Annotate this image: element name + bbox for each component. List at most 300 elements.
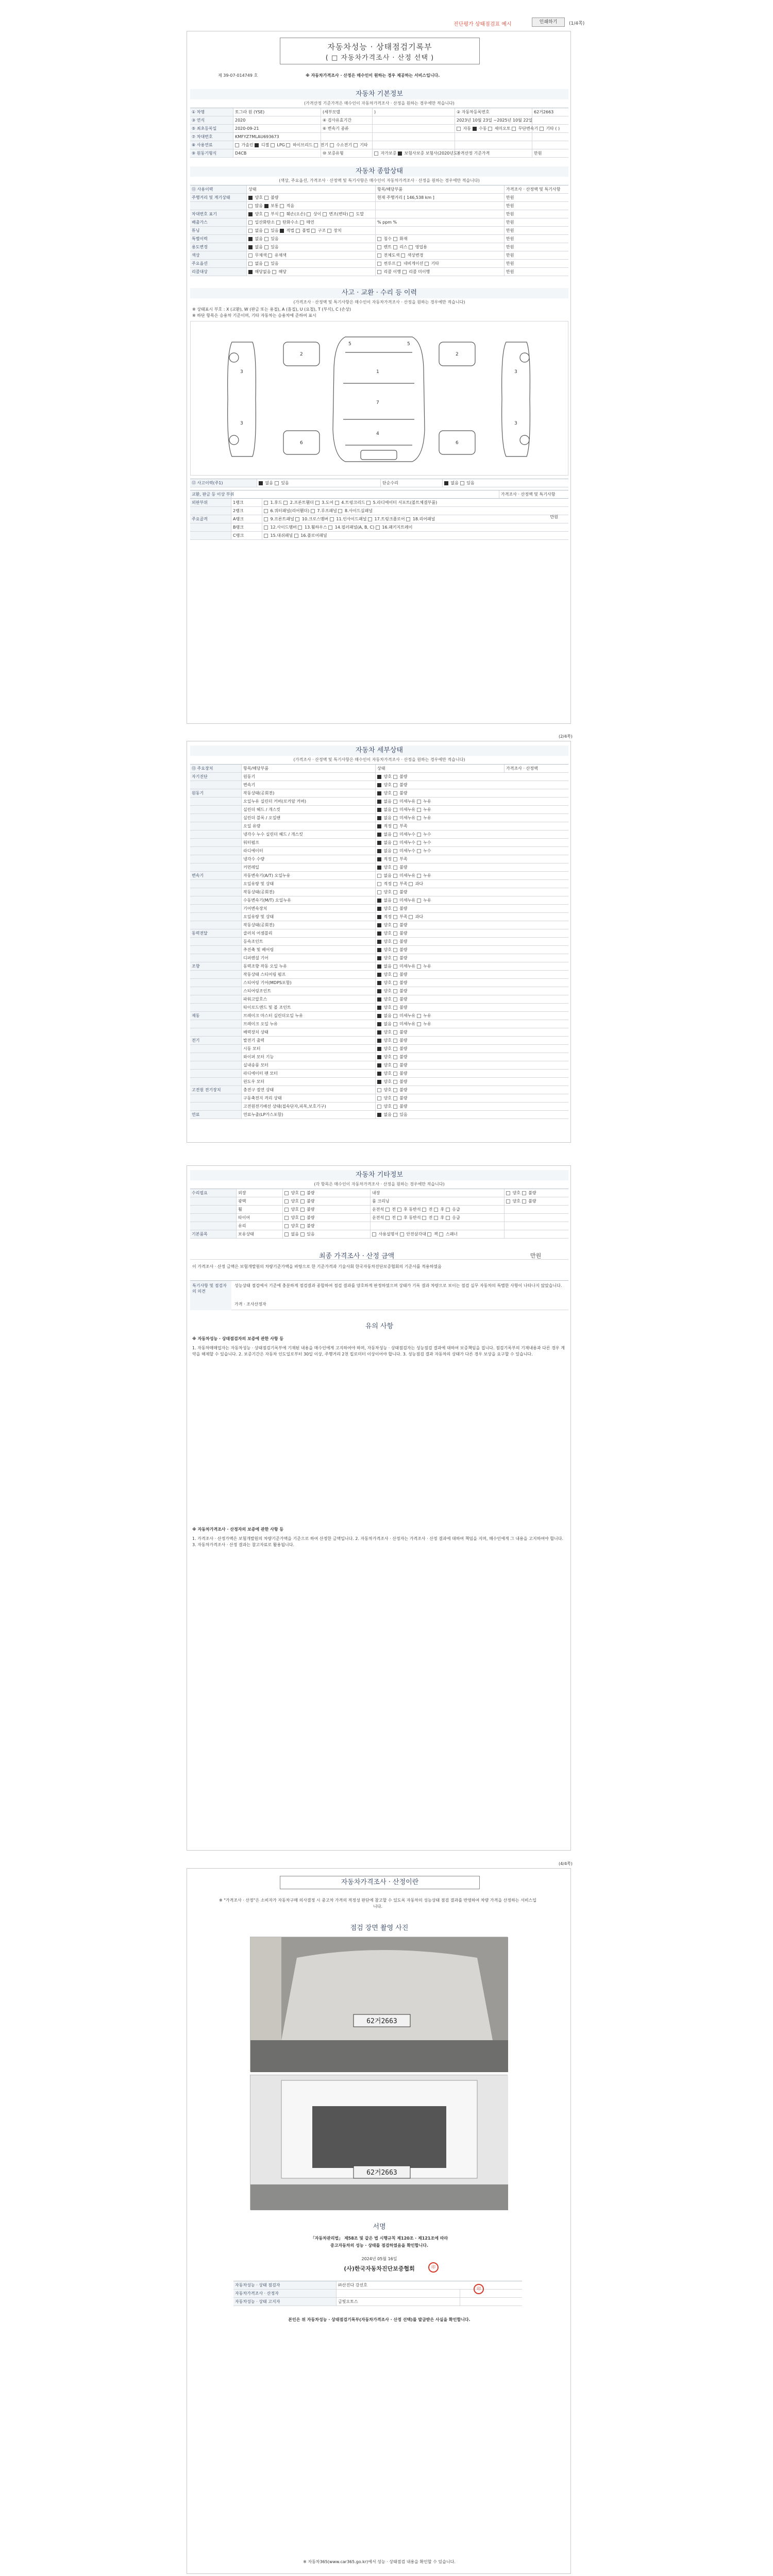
overall-row-cell: 차대번호 표기 [190,210,247,218]
print-button[interactable]: 인쇄하기 [532,18,565,27]
checkbox[interactable] [376,526,380,530]
checkbox[interactable] [259,481,263,485]
checkbox[interactable] [377,237,381,241]
checkbox[interactable] [298,526,302,530]
checkbox[interactable] [393,791,397,795]
checkbox[interactable] [377,800,381,804]
checkbox[interactable] [248,237,253,241]
checkbox[interactable] [255,143,259,147]
basic-info-row-cell: ⑩ 보증유형 [321,149,373,157]
checkbox[interactable] [377,824,381,828]
checkbox[interactable] [393,923,397,927]
checkbox[interactable] [377,973,381,977]
detail-row [190,789,568,798]
checkbox[interactable] [393,948,397,952]
overall-row-cell: 없음 있음 [247,260,376,267]
checkbox[interactable] [393,1014,397,1018]
checkbox[interactable] [393,1063,397,1067]
detail-row-cell: 원동기 [190,789,242,797]
etc-row-cell: 내장 [371,1189,505,1197]
checkbox[interactable] [264,501,268,505]
detail-row-cell [190,1078,242,1086]
checkbox[interactable] [280,212,284,216]
overall-row-cell: 특별이력 [190,235,247,243]
checkbox[interactable] [248,245,253,249]
etc-row-cell: 양호 불량 [283,1222,371,1230]
etc-row-cell: 수리필요 [190,1189,237,1197]
detail-row-cell: 없음 미세누유 누유 [376,798,505,805]
checkbox[interactable] [385,1216,390,1220]
checkbox[interactable] [300,1199,305,1204]
detail-row-cell: 실내송풍 모터 [242,1061,376,1069]
checkbox[interactable] [393,997,397,1002]
checkbox[interactable] [377,245,381,249]
checkbox[interactable] [417,849,421,853]
checkbox[interactable] [284,1216,289,1220]
checkbox[interactable] [457,127,461,131]
checkbox[interactable] [506,1191,510,1195]
sign-text-2: 중고자동차의 성능 · 상태를 점검하였음을 확인합니다. [330,2243,429,2248]
overall-row-cell [376,227,505,234]
checkbox[interactable] [377,956,381,960]
detail-row [190,1070,568,1078]
detail-row [190,831,568,839]
checkbox[interactable] [284,1208,289,1212]
checkbox[interactable] [311,509,315,513]
checkbox[interactable] [248,262,253,266]
checkbox[interactable] [268,253,272,258]
checkbox[interactable] [417,874,421,878]
checkbox[interactable] [393,783,397,787]
checkbox[interactable] [393,1039,397,1043]
detail-row-cell [190,1070,242,1077]
checkbox[interactable] [374,151,378,156]
checkbox[interactable] [506,1199,510,1204]
checkbox[interactable] [248,229,253,233]
caution-head-2: ※ 자동차가격조사 · 산정자의 보증에 관한 사항 등 [192,1527,284,1532]
detail-row-cell: 스티어링 기어(MDPS포함) [242,979,376,987]
checkbox[interactable] [393,1006,397,1010]
checkbox[interactable] [417,1022,421,1026]
checkbox[interactable] [417,1014,421,1018]
detail-row [190,773,568,781]
checkbox[interactable] [377,989,381,993]
checkbox[interactable] [409,245,413,249]
overall-row-cell: 만원 [506,261,514,266]
checkbox[interactable] [377,841,381,845]
checkbox[interactable] [397,1216,401,1220]
checkbox[interactable] [264,526,268,530]
checkbox[interactable] [377,964,381,969]
checkbox[interactable] [377,997,381,1002]
checkbox[interactable] [409,882,413,886]
overall-row-cell: 없음 있음 적법 불법 구조 장치 [247,227,376,234]
checkbox[interactable] [393,981,397,985]
checkbox[interactable] [377,1047,381,1051]
checkbox[interactable] [248,221,253,225]
checkbox[interactable] [393,915,397,919]
detail-row-cell: 원동기 [242,773,376,781]
detail-row-cell: 없음 미세누수 누수 [376,847,505,855]
checkbox[interactable] [377,907,381,911]
overall-row-cell: 없음 있음 [247,235,376,243]
sheet-page-4 [187,1868,571,2574]
checkbox[interactable] [398,151,402,156]
basic-info-row-cell: ③ 연식 [190,116,233,124]
checkbox[interactable] [377,948,381,952]
accident-row [190,479,568,487]
checkbox[interactable] [393,989,397,993]
detail-row-cell: 라디에이터 [242,847,376,855]
checkbox[interactable] [417,899,421,903]
checkbox[interactable] [248,253,253,258]
checkbox[interactable] [393,1080,397,1084]
checkbox[interactable] [349,212,354,216]
record-no-label: 제 [218,73,222,78]
checkbox[interactable] [300,1208,305,1212]
checkbox[interactable] [264,229,268,233]
checkbox[interactable] [283,501,288,505]
checkbox[interactable] [275,481,279,485]
checkbox[interactable] [417,800,421,804]
checkbox[interactable] [372,1232,376,1236]
overall-row-cell: 렌트 리스 영업용 [376,243,505,251]
checkbox[interactable] [377,816,381,820]
checkbox[interactable] [307,212,311,216]
checkbox[interactable] [377,1022,381,1026]
detail-row [190,1028,568,1037]
checkbox[interactable] [393,1096,397,1100]
checkbox[interactable] [284,1199,289,1204]
checkbox[interactable] [393,874,397,878]
checkbox[interactable] [377,1063,381,1067]
checkbox[interactable] [330,517,334,521]
checkbox[interactable] [271,143,275,147]
checkbox[interactable] [248,212,253,216]
parts-row-cell [190,532,231,539]
checkbox[interactable] [393,841,397,845]
section-basic-info: 자동차 기본정보 [190,89,568,99]
checkbox[interactable] [377,775,381,779]
checkbox[interactable] [280,204,284,208]
checkbox[interactable] [377,791,381,795]
checkbox[interactable] [393,1088,397,1092]
checkbox[interactable] [402,270,407,274]
detail-row [190,1094,568,1103]
checkbox[interactable] [377,882,381,886]
basic-info-table [190,108,568,158]
detail-row-cell [190,938,242,945]
checkbox[interactable] [393,1055,397,1059]
checkbox[interactable] [393,882,397,886]
checkbox[interactable] [377,874,381,878]
checkbox[interactable] [377,1088,381,1092]
checkbox[interactable] [393,833,397,837]
checkbox[interactable] [264,509,268,513]
checkbox[interactable] [393,816,397,820]
page-title: 자동차성능 · 상태점검기록부 [327,42,432,52]
checkbox[interactable] [522,1199,526,1204]
checkbox[interactable] [314,143,318,147]
overall-header-row-cell: ⑪ 사용이력 [190,185,247,193]
checkbox[interactable] [406,517,410,521]
checkbox[interactable] [366,501,371,505]
checkbox[interactable] [444,481,448,485]
checkbox[interactable] [439,1232,443,1236]
checkbox[interactable] [393,964,397,969]
section-accident: 사고 · 교환 · 수리 등 이력 [190,288,568,298]
caution-head-1: ※ 자동차성능 · 상태점검자의 보증에 관한 사항 등 [192,1336,284,1341]
overall-row-cell: 양호 불량 [247,194,376,201]
basic-info-row-cell: 2023년 10월 23일 ~2025년 10월 22일 [455,116,532,124]
checkbox[interactable] [522,1191,526,1195]
checkbox[interactable] [393,866,397,870]
checkbox[interactable] [488,127,492,131]
parts-row [190,507,568,515]
final-price-row [190,1248,568,1260]
checkbox[interactable] [393,899,397,903]
etc-row-cell [371,1222,505,1230]
checkbox[interactable] [417,816,421,820]
parts-row-cell: 외판부위 [190,499,231,506]
checkbox[interactable] [264,237,268,241]
basic-info-row [190,108,568,116]
checkbox[interactable] [377,923,381,927]
checkbox[interactable] [393,931,397,936]
checkbox[interactable] [377,890,381,894]
checkbox[interactable] [377,833,381,837]
detail-row [190,814,568,822]
checkbox[interactable] [248,270,253,274]
sign-row-cell: 자동차성능 · 상태 고지자 [233,2298,337,2306]
checkbox[interactable] [393,907,397,911]
checkbox[interactable] [377,783,381,787]
detail-row-cell: 고전원 전기장치 [190,1086,242,1094]
checkbox[interactable] [272,270,276,274]
checkbox[interactable] [422,1216,426,1220]
checkbox[interactable] [284,1224,289,1228]
checkbox[interactable] [397,1208,401,1212]
checkbox[interactable] [393,237,397,241]
overall-row-cell: 전체도색 색상변경 [376,251,505,259]
detail-row [190,1061,568,1070]
checkbox[interactable] [300,221,304,225]
checkbox[interactable] [393,245,397,249]
parts-row-cell: C랭크 [231,532,262,539]
overall-row-cell: 만원 [506,228,514,233]
detail-row-cell [190,946,242,954]
checkbox[interactable] [417,964,421,969]
detail-row [190,847,568,855]
detail-row [190,798,568,806]
checkbox[interactable] [377,1105,381,1109]
checkbox[interactable] [512,127,516,131]
checkbox[interactable] [460,481,464,485]
detail-row [190,913,568,921]
checkbox[interactable] [434,1208,438,1212]
checkbox[interactable] [377,849,381,853]
checkbox[interactable] [300,1216,305,1220]
checkbox[interactable] [264,212,268,216]
checkbox[interactable] [235,143,239,147]
etc-row-cell: 양호 불량 [505,1189,568,1197]
checkbox[interactable] [401,253,405,258]
checkbox[interactable] [328,526,332,530]
checkbox[interactable] [446,1208,450,1212]
checkbox[interactable] [393,1105,397,1109]
checkbox[interactable] [296,229,300,233]
checkbox[interactable] [295,517,299,521]
checkbox[interactable] [377,270,381,274]
checkbox[interactable] [377,915,381,919]
detail-row-cell: 양호 불량 [376,1078,505,1086]
checkbox[interactable] [393,1047,397,1051]
checkbox[interactable] [377,1113,381,1117]
detail-header-row [190,765,568,773]
checkbox[interactable] [393,1030,397,1035]
checkbox[interactable] [377,981,381,985]
checkbox[interactable] [377,1039,381,1043]
checkbox[interactable] [377,940,381,944]
checkbox[interactable] [264,517,268,521]
checkbox[interactable] [393,857,397,861]
checkbox[interactable] [393,1072,397,1076]
checkbox[interactable] [377,262,381,266]
checkbox[interactable] [377,1006,381,1010]
checkbox[interactable] [377,1096,381,1100]
detail-row [190,971,568,979]
checkbox[interactable] [300,1191,305,1195]
checkbox[interactable] [425,262,429,266]
checkbox[interactable] [311,229,315,233]
checkbox[interactable] [264,204,268,208]
basic-info-row-cell: 자동 수동 세미오토 무단변속기 기타 ( ) [455,125,532,132]
detail-row [190,1078,568,1086]
checkbox[interactable] [417,841,421,845]
section-etc-sub: (각 항목은 매수인이 자동차가격조사 · 산정을 원하는 경우에만 적습니다) [314,1182,445,1187]
example-link[interactable]: 진단평가 상태점검표 예시 [453,22,512,27]
checkbox[interactable] [286,143,290,147]
detail-row-cell: 클러치 어셈블리 [242,929,376,937]
checkbox[interactable] [294,534,298,538]
checkbox[interactable] [335,501,339,505]
checkbox[interactable] [264,196,268,200]
checkbox[interactable] [300,1232,305,1236]
checkbox[interactable] [264,262,268,266]
overall-row [190,260,568,268]
checkbox[interactable] [323,212,327,216]
checkbox[interactable] [417,808,421,812]
parts-row-cell: 15.대쉬패널 16.플로어패널 [262,532,568,539]
overall-row-cell: 만원 [506,253,514,258]
detail-row-cell: 실린더 헤드 / 개스킷 [242,806,376,814]
checkbox[interactable] [264,245,268,249]
etc-row-cell [505,1230,568,1238]
checkbox[interactable] [284,1191,289,1195]
checkbox[interactable] [393,940,397,944]
checkbox[interactable] [385,1208,390,1212]
checkbox[interactable] [276,221,280,225]
checkbox[interactable] [427,1232,431,1236]
checkbox[interactable] [377,1030,381,1035]
checkbox[interactable] [377,1080,381,1084]
checkbox[interactable] [327,229,331,233]
parts-row-cell: 6.쿼터패널(리어휀더) 7.루프패널 8.사이드실패널 [262,507,568,515]
checkbox[interactable] [377,899,381,903]
page-4-number: (4/4쪽) [559,1861,573,1866]
checkbox[interactable] [393,800,397,804]
checkbox[interactable] [393,956,397,960]
checkbox[interactable] [280,229,284,233]
checkbox[interactable] [248,204,253,208]
basic-info-row-cell [532,116,568,124]
checkbox[interactable] [377,857,381,861]
basic-info-row-cell: 62거2663 [534,110,554,114]
checkbox[interactable] [473,127,477,131]
checkbox[interactable] [368,517,372,521]
checkbox[interactable] [397,262,401,266]
detail-header-row-cell: 가격조사 · 산정액 [506,766,538,771]
checkbox[interactable] [393,849,397,853]
checkbox[interactable] [315,501,320,505]
checkbox[interactable] [338,509,342,513]
basic-info-row-cell [373,133,455,141]
checkbox[interactable] [393,1022,397,1026]
detail-row-cell: 양호 불량 [376,1045,505,1053]
checkbox[interactable] [377,866,381,870]
checkbox[interactable] [393,808,397,812]
checkbox[interactable] [264,534,268,538]
checkbox[interactable] [377,931,381,936]
checkbox[interactable] [377,1055,381,1059]
overall-row-cell: 해당없음 해당 [247,268,376,276]
checkbox[interactable] [300,1224,305,1228]
checkbox[interactable] [377,253,381,258]
checkbox[interactable] [248,196,253,200]
checkbox[interactable] [377,1014,381,1018]
checkbox[interactable] [393,890,397,894]
etc-row-cell: 양호 불량 [283,1214,371,1222]
detail-row-cell [190,1028,242,1036]
checkbox[interactable] [446,1216,450,1220]
section-accident-sub: (가격조사 · 산정액 및 특기사항은 매수인이 자동차가격조사 · 산정을 원하는 경우에만 적습니다) [293,300,465,304]
checkbox[interactable] [284,1232,289,1236]
checkbox[interactable] [377,808,381,812]
checkbox[interactable] [434,1216,438,1220]
detail-row [190,946,568,954]
detail-row-cell: 타이로드엔드 및 볼 조인트 [242,1004,376,1011]
page-subtitle: ( □ 자동차가격조사 · 산정 선택 ) [325,54,434,62]
detail-row-cell: 파워고압호스 [242,995,376,1003]
basic-info-row-cell: 가솔린 디젤 LPG 하이브리드 전기 수소전기 기타 [233,141,321,149]
parts-row [190,532,568,540]
checkbox[interactable] [393,973,397,977]
sign-date: 2024년 05월 16일 [361,2257,397,2261]
checkbox[interactable] [417,833,421,837]
detail-row-cell: 수동변속기(M/T) 오일누유 [242,896,376,904]
checkbox[interactable] [393,1113,397,1117]
checkbox[interactable] [377,1072,381,1076]
checkbox[interactable] [400,1232,404,1236]
overall-row-cell: 색상 [190,251,247,259]
svg-text:1: 1 [376,369,379,375]
detail-row-cell: 없음 미세누유 누유 [376,1020,505,1028]
checkbox[interactable] [409,915,413,919]
final-price-unit: 만원 [530,1252,542,1259]
checkbox[interactable] [393,824,397,828]
checkbox[interactable] [393,775,397,779]
checkbox[interactable] [422,1208,426,1212]
